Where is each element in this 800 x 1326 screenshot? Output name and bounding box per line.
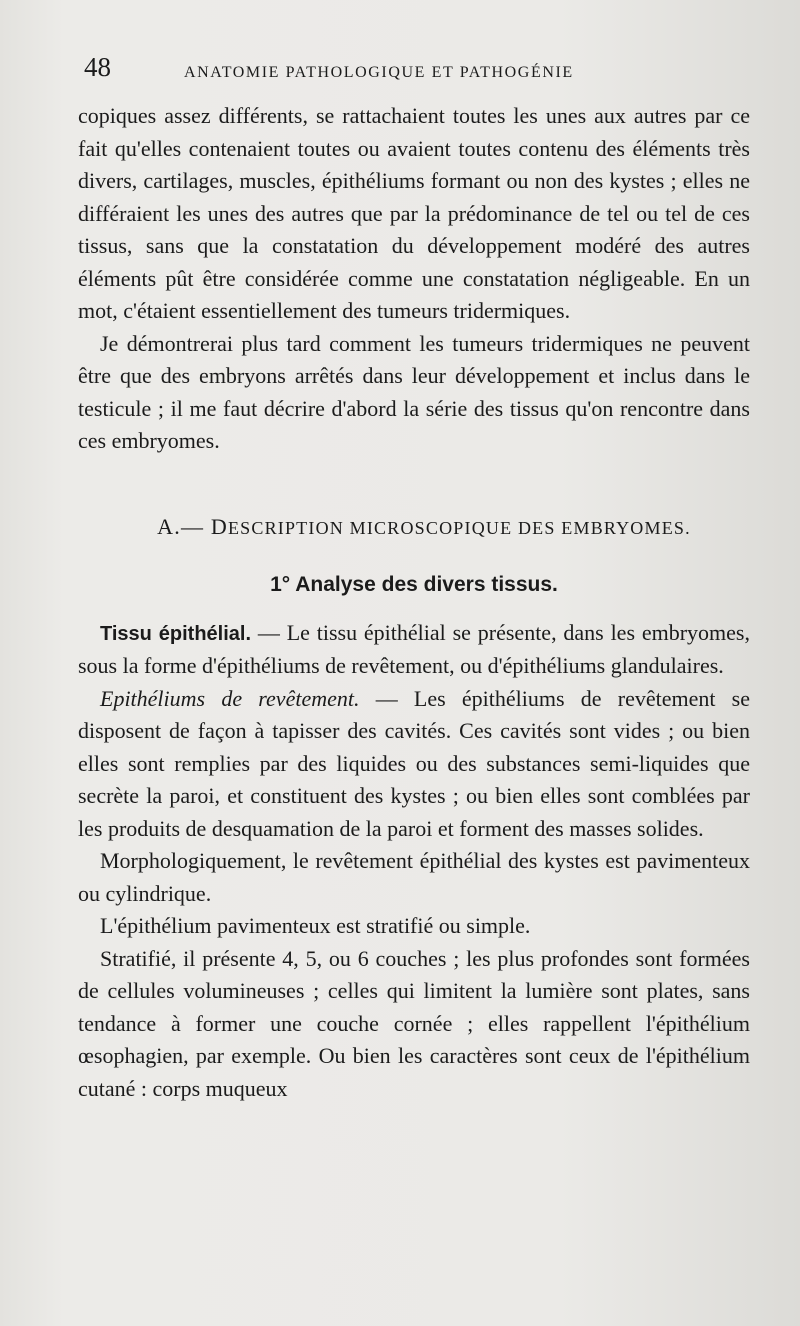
paragraph-tridermic-tumors: Je démontrerai plus tard comment les tumeurs tridermiques ne peuvent être que des embryons arrêtés dans leur développement et inclus dans le testicule ; il me faut décrire d'abord la série des tissus qu'on rencontre dans ces embryomes. [78,330,750,453]
subsection-heading: 1° Analyse des divers tissus. [270,572,558,596]
body-text [78,100,750,1105]
section-heading [78,512,750,543]
paragraph-stratified: Stratifié, il présente 4, 5, ou 6 couches ; les plus profondes sont formées de cellules volumineuses ; celles qui limitent la lumière sont plates, sans tendance à former une couche cornée ; elles rappellent l'épithélium œsophagien, par exemple. Ou bien les caractères sont ceux de l'épithélium cutané : corps muqueux [78,945,750,1101]
paragraph-lining-epithelia [78,683,750,846]
running-title: ANATOMIE PATHOLOGIQUE ET PATHOGÉNIE [184,64,574,81]
paragraph-morphology: Morphologiquement, le revêtement épithélial des kystes est pavimenteux ou cylindrique. [78,848,750,906]
paragraph-epithelial-text: — Le tissu épithélial se présente, dans les embryomes, sous la forme d'épithéliums de revêtement, ou d'épithéliums glandulaires. [78,619,750,678]
paragraph-pavement: L'épithélium pavimenteux est stratifié ou simple. [100,913,531,938]
run-in-heading-lining: Epithéliums de revêtement. [100,685,360,711]
run-in-heading-epithelial: Tissu épithélial. [100,622,252,645]
page-header [84,52,744,92]
paragraph-epithelial-tissue [78,617,750,683]
section-heading-prefix: A.— D [157,513,228,539]
section-heading-rest: ESCRIPTION MICROSCOPIQUE DES EMBRYOMES. [227,517,691,538]
paragraph-lining-text: — Les épithéliums de revêtement se disposent de façon à tapisser des cavités. Ces cavités sont vides ; ou bien elles sont remplies par des liquides ou des substances semi-liquides que secrète la paroi, et constituent des kystes ; ou bien elles sont comblées par les produits de desquamation de la paroi et forment des masses solides. [78,685,751,841]
page-number: 48 [84,52,111,82]
paragraph-continuation: copiques assez différents, se rattachaient toutes les unes aux autres par ce fait qu'elles contenaient toutes ou avaient toutes contenu des éléments très divers, cartilages, muscles, épithéliums formant ou non des kystes ; elles ne différaient les unes des autres que par la prédominance de tel ou tel de ces tissus, sans que la constatation du développement modéré des autres éléments pût être considérée comme une constatation négligeable. En un mot, c'étaient essentiellement des tumeurs tridermiques. [78,103,750,323]
